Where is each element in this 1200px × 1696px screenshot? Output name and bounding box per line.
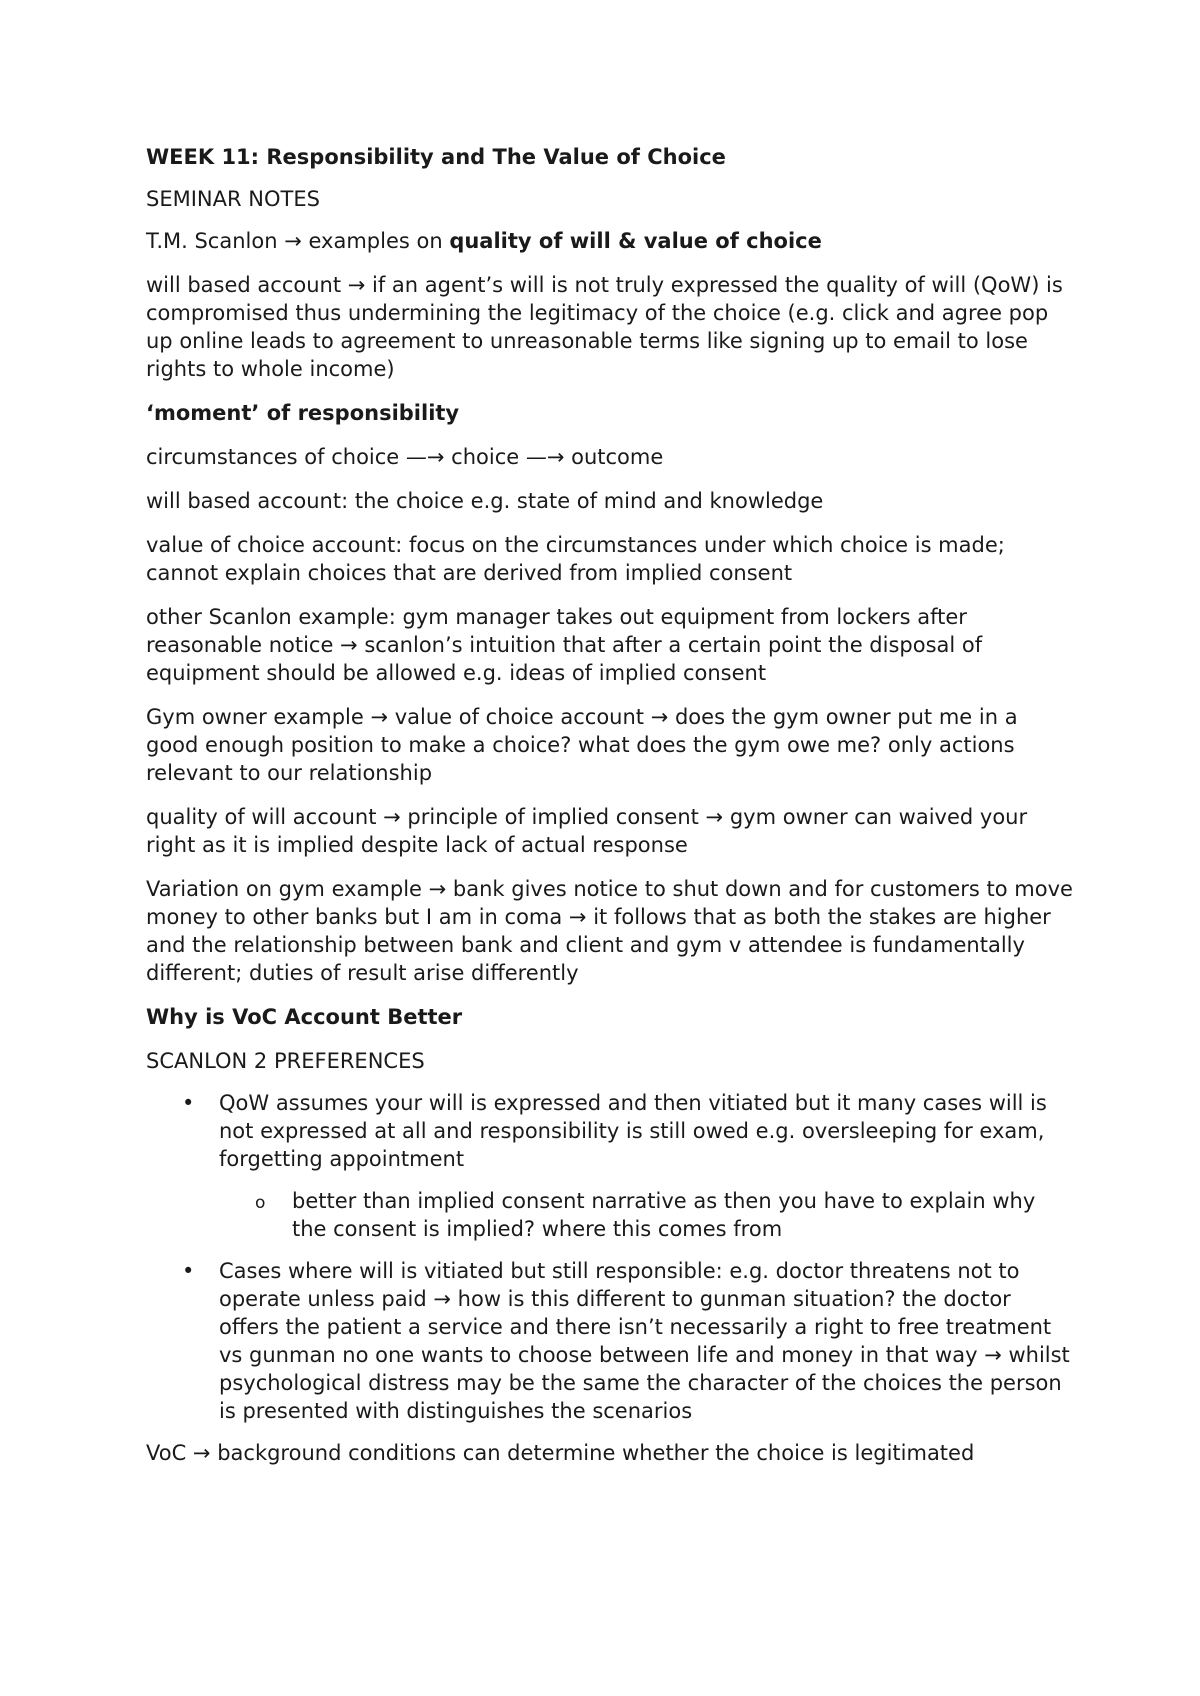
seminar-notes-heading: SEMINAR NOTES <box>146 187 320 211</box>
sub-list-item-text: better than implied consent narrative as then you have to explain why the consent is implied? where this comes from <box>292 1189 1036 1241</box>
voc-final-paragraph: VoC → background conditions can determine whether the choice is legitimated <box>146 1441 975 1465</box>
bullet-icon: • <box>182 1259 195 1283</box>
circumstances-line: circumstances of choice —→ choice —→ outcome <box>146 445 664 469</box>
will-based-choice-line: will based account: the choice e.g. state of mind and knowledge <box>146 489 824 513</box>
will-based-paragraph: will based account → if an agent’s will is not truly expressed the quality of will (QoW) is compromised thus undermining the legitimacy of the choice (e.g. click and agree pop up online leads to agreement to unreasonable terms like signing up to email to lose rights to whole income) <box>146 273 1063 381</box>
value-of-choice-paragraph: value of choice account: focus on the circumstances under which choice is made; cannot explain choices that are derived from implied consent <box>146 533 1005 585</box>
scanlon-intro-text: T.M. Scanlon → examples on <box>146 229 450 253</box>
gym-owner-paragraph: Gym owner example → value of choice account → does the gym owner put me in a good enough position to make a choice? what does the gym owe me? only actions relevant to our relationship <box>146 705 1018 785</box>
hollow-bullet-icon: o <box>255 1193 266 1213</box>
moment-heading: ‘moment’ of responsibility <box>146 401 460 425</box>
document-title: WEEK 11: Responsibility and The Value of Choice <box>146 145 726 169</box>
document-page <box>146 143 1076 1483</box>
sub-list-item <box>219 1187 1076 1243</box>
other-scanlon-paragraph: other Scanlon example: gym manager takes out equipment from lockers after reasonable notice → scanlon’s intuition that after a certain point the disposal of equipment should be allowed e.g. ideas of implied consent <box>146 605 983 685</box>
list-item-text: Cases where will is vitiated but still responsible: e.g. doctor threatens not to operate unless paid → how is this different to gunman situation? the doctor offers the patient a service and there isn’t necessarily a right to free treatment vs gunman no one wants to choose between life and money in that way → whilst psychological distress may be the same the character of the choices the person is presented with distinguishes the scenarios <box>219 1259 1070 1423</box>
preferences-list <box>146 1089 1076 1425</box>
variation-paragraph: Variation on gym example → bank gives notice to shut down and for customers to move money to other banks but I am in coma → it follows that as both the stakes are higher and the relationship between bank and client and gym v attendee is fundamentally different; duties of result arise differently <box>146 877 1073 985</box>
sub-list <box>219 1187 1076 1243</box>
scanlon-intro <box>146 227 1076 255</box>
why-voc-heading: Why is VoC Account Better <box>146 1005 463 1029</box>
scanlon-preferences-heading: SCANLON 2 PREFERENCES <box>146 1049 425 1073</box>
list-item-text: QoW assumes your will is expressed and then vitiated but it many cases will is not expressed at all and responsibility is still owed e.g. oversleeping for exam, forgetting appointment <box>219 1091 1047 1171</box>
quality-of-will-paragraph: quality of will account → principle of implied consent → gym owner can waived your right as it is implied despite lack of actual response <box>146 805 1028 857</box>
bullet-icon: • <box>182 1091 195 1115</box>
list-item <box>146 1089 1076 1243</box>
scanlon-intro-emphasis: quality of will & value of choice <box>449 229 822 253</box>
list-item <box>146 1257 1076 1425</box>
